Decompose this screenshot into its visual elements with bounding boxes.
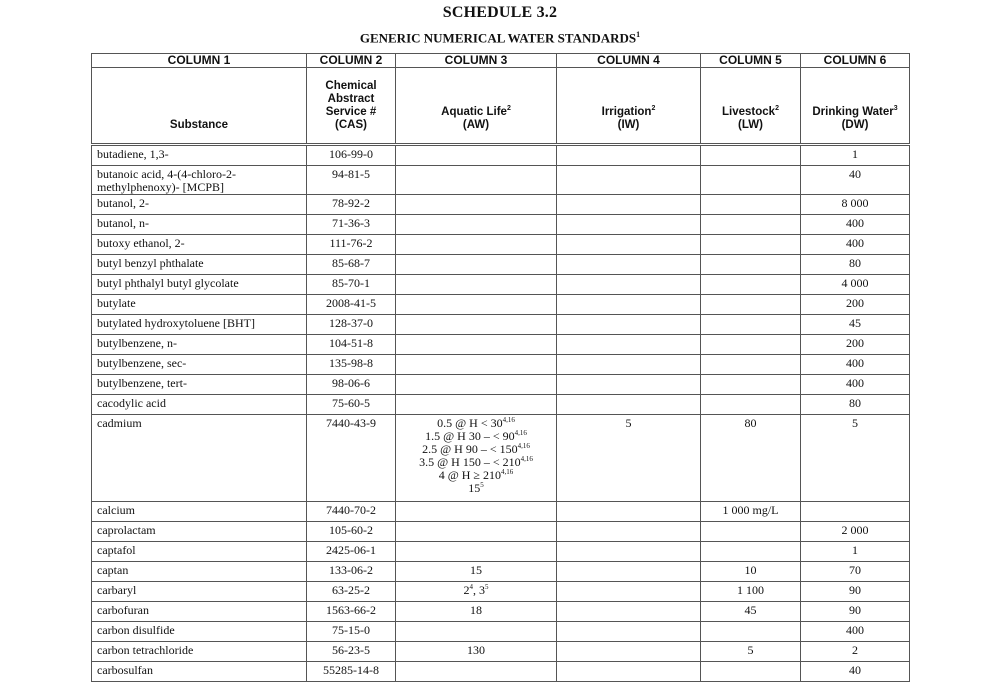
irrigation-cell [557, 195, 701, 215]
livestock-cell [701, 395, 801, 415]
aquatic-life-text: 15 [468, 481, 481, 495]
column-label-text: Livestock [722, 106, 776, 118]
cas-cell: 128-37-0 [307, 315, 396, 335]
irrigation-cell [557, 315, 701, 335]
irrigation-cell [557, 562, 701, 582]
column-number-header: COLUMN 4 [557, 54, 701, 68]
substance-cell: butanoic acid, 4-(4-chloro-2-methylphenoxy)- [MCPB] [92, 166, 307, 195]
substance-cell: butoxy ethanol, 2- [92, 235, 307, 255]
column-number-row [92, 54, 910, 68]
column-label-line [96, 119, 302, 132]
aquatic-life-cell [396, 542, 557, 562]
cas-cell: 85-70-1 [307, 275, 396, 295]
table-row [92, 275, 910, 295]
column-label-header [557, 68, 701, 145]
drinking-water-cell: 1 [801, 542, 910, 562]
livestock-cell [701, 166, 801, 195]
column-label-header [307, 68, 396, 145]
drinking-water-cell: 400 [801, 622, 910, 642]
cas-cell: 71-36-3 [307, 215, 396, 235]
cas-cell: 104-51-8 [307, 335, 396, 355]
column-label-line [561, 119, 696, 132]
aquatic-life-cell [396, 145, 557, 166]
column-label-footnote: 2 [775, 105, 779, 113]
column-label-footnote: 3 [893, 105, 898, 113]
aquatic-life-value [400, 604, 552, 617]
aquatic-life-cell [396, 166, 557, 195]
irrigation-cell [557, 602, 701, 622]
drinking-water-cell: 70 [801, 562, 910, 582]
table-row [92, 295, 910, 315]
column-label-line [561, 106, 696, 119]
irrigation-cell [557, 502, 701, 522]
cas-cell: 7440-43-9 [307, 415, 396, 502]
substance-cell: butanol, 2- [92, 195, 307, 215]
livestock-cell [701, 622, 801, 642]
livestock-cell [701, 295, 801, 315]
cas-cell: 98-06-6 [307, 375, 396, 395]
substance-cell: butylbenzene, n- [92, 335, 307, 355]
subtitle-text: GENERIC NUMERICAL WATER STANDARDS [359, 30, 637, 46]
cas-cell: 94-81-5 [307, 166, 396, 195]
cas-cell: 1563-66-2 [307, 602, 396, 622]
livestock-cell [701, 235, 801, 255]
cas-cell: 133-06-2 [307, 562, 396, 582]
substance-cell: carbon disulfide [92, 622, 307, 642]
drinking-water-cell: 400 [801, 375, 910, 395]
table-row [92, 145, 910, 166]
irrigation-cell [557, 355, 701, 375]
drinking-water-cell: 90 [801, 582, 910, 602]
column-label-text: (AW) [462, 119, 490, 131]
substance-cell: butadiene, 1,3- [92, 145, 307, 166]
document-subtitle [0, 30, 1000, 46]
irrigation-cell [557, 622, 701, 642]
column-number-header: COLUMN 2 [307, 54, 396, 68]
substance-cell: butylbenzene, tert- [92, 375, 307, 395]
aquatic-life-cell [396, 195, 557, 215]
irrigation-cell [557, 375, 701, 395]
aquatic-life-cell [396, 395, 557, 415]
column-label-text: Irrigation [601, 106, 652, 118]
livestock-cell [701, 215, 801, 235]
livestock-cell [701, 145, 801, 166]
cas-cell: 135-98-8 [307, 355, 396, 375]
table-row [92, 622, 910, 642]
aquatic-life-text: , 3 [473, 583, 485, 597]
substance-cell: cadmium [92, 415, 307, 502]
column-number-header: COLUMN 5 [701, 54, 801, 68]
livestock-cell: 10 [701, 562, 801, 582]
table-row [92, 602, 910, 622]
column-label-row [92, 68, 910, 145]
aquatic-life-footnote: 4,16 [520, 455, 533, 463]
irrigation-cell [557, 295, 701, 315]
aquatic-life-value [400, 482, 552, 495]
aquatic-life-footnote: 4,16 [517, 442, 530, 450]
column-label-line [311, 80, 391, 93]
column-label-line [311, 93, 391, 106]
drinking-water-cell: 400 [801, 235, 910, 255]
column-label-text: Service # [325, 106, 377, 118]
column-number-header: COLUMN 1 [92, 54, 307, 68]
irrigation-cell [557, 582, 701, 602]
table-row [92, 215, 910, 235]
water-standards-table [91, 53, 910, 682]
column-label-line [311, 119, 391, 132]
drinking-water-cell: 400 [801, 355, 910, 375]
cas-cell: 105-60-2 [307, 522, 396, 542]
aquatic-life-cell [396, 235, 557, 255]
aquatic-life-text: 1.5 @ H 30 – < 90 [425, 429, 515, 443]
table-row [92, 582, 910, 602]
column-label-line [311, 106, 391, 119]
aquatic-life-cell [396, 662, 557, 682]
irrigation-cell [557, 642, 701, 662]
substance-cell: carbon tetrachloride [92, 642, 307, 662]
irrigation-cell [557, 662, 701, 682]
aquatic-life-cell [396, 275, 557, 295]
aquatic-life-footnote: 5 [485, 583, 489, 591]
substance-cell: butylate [92, 295, 307, 315]
aquatic-life-text: 3.5 @ H 150 – < 210 [419, 455, 521, 469]
cas-cell: 85-68-7 [307, 255, 396, 275]
cas-cell: 106-99-0 [307, 145, 396, 166]
column-label-text: (CAS) [335, 119, 367, 131]
substance-cell: butanol, n- [92, 215, 307, 235]
livestock-cell [701, 275, 801, 295]
aquatic-life-footnote: 4,16 [502, 416, 515, 424]
column-label-footnote: 2 [651, 105, 656, 113]
table-row [92, 522, 910, 542]
drinking-water-cell: 5 [801, 415, 910, 502]
column-label-line [400, 119, 552, 132]
livestock-cell [701, 335, 801, 355]
substance-cell: butyl phthalyl butyl glycolate [92, 275, 307, 295]
aquatic-life-cell [396, 295, 557, 315]
irrigation-cell [557, 215, 701, 235]
aquatic-life-cell [396, 335, 557, 355]
drinking-water-cell: 80 [801, 395, 910, 415]
cas-cell: 55285-14-8 [307, 662, 396, 682]
aquatic-life-footnote: 4 [469, 583, 473, 591]
aquatic-life-cell [396, 375, 557, 395]
aquatic-life-text: 18 [470, 603, 482, 617]
cas-cell: 2425-06-1 [307, 542, 396, 562]
irrigation-cell [557, 522, 701, 542]
table-row [92, 502, 910, 522]
column-label-text: Chemical [325, 80, 377, 92]
table-row [92, 415, 910, 502]
table-row [92, 662, 910, 682]
livestock-cell [701, 315, 801, 335]
table-row [92, 195, 910, 215]
aquatic-life-cell [396, 502, 557, 522]
cas-cell: 75-60-5 [307, 395, 396, 415]
column-label-text: Drinking Water [812, 106, 894, 118]
aquatic-life-cell [396, 315, 557, 335]
livestock-cell [701, 255, 801, 275]
livestock-cell [701, 522, 801, 542]
table-row [92, 315, 910, 335]
table-body [92, 145, 910, 682]
table-row [92, 542, 910, 562]
irrigation-cell [557, 395, 701, 415]
aquatic-life-cell [396, 562, 557, 582]
cas-cell: 2008-41-5 [307, 295, 396, 315]
aquatic-life-cell [396, 415, 557, 502]
table-row [92, 166, 910, 195]
aquatic-life-footnote: 4,16 [501, 468, 514, 476]
drinking-water-cell: 1 [801, 145, 910, 166]
substance-cell: butylated hydroxytoluene [BHT] [92, 315, 307, 335]
table-row [92, 562, 910, 582]
irrigation-cell [557, 275, 701, 295]
livestock-cell: 45 [701, 602, 801, 622]
aquatic-life-text: 130 [467, 643, 485, 657]
cas-cell: 78-92-2 [307, 195, 396, 215]
column-label-line [705, 106, 796, 119]
column-number-header: COLUMN 6 [801, 54, 910, 68]
livestock-cell [701, 375, 801, 395]
aquatic-life-cell [396, 522, 557, 542]
livestock-cell [701, 195, 801, 215]
column-label-text: Abstract [327, 93, 375, 105]
livestock-cell [701, 542, 801, 562]
table-row [92, 255, 910, 275]
document-title: SCHEDULE 3.2 [442, 4, 558, 21]
livestock-cell [701, 355, 801, 375]
drinking-water-cell: 8 000 [801, 195, 910, 215]
subtitle-footnote: 1 [636, 30, 641, 39]
drinking-water-cell: 400 [801, 215, 910, 235]
substance-cell: carbosulfan [92, 662, 307, 682]
aquatic-life-text: 2.5 @ H 90 – < 150 [422, 442, 518, 456]
drinking-water-cell: 40 [801, 662, 910, 682]
livestock-cell: 5 [701, 642, 801, 662]
column-label-header [701, 68, 801, 145]
table-row [92, 335, 910, 355]
column-label-text: Substance [169, 119, 229, 131]
column-label-text: (DW) [841, 119, 869, 131]
column-label-line [400, 106, 552, 119]
substance-cell: butyl benzyl phthalate [92, 255, 307, 275]
aquatic-life-cell [396, 355, 557, 375]
livestock-cell: 80 [701, 415, 801, 502]
drinking-water-cell: 80 [801, 255, 910, 275]
column-label-header [396, 68, 557, 145]
aquatic-life-text: 4 @ H ≥ 210 [438, 468, 502, 482]
aquatic-life-value [400, 564, 552, 577]
table-row [92, 375, 910, 395]
column-label-line [705, 119, 796, 132]
substance-cell: calcium [92, 502, 307, 522]
cas-cell: 7440-70-2 [307, 502, 396, 522]
table-row [92, 355, 910, 375]
irrigation-cell [557, 145, 701, 166]
aquatic-life-cell [396, 642, 557, 662]
drinking-water-cell: 2 [801, 642, 910, 662]
livestock-cell: 1 100 [701, 582, 801, 602]
column-label-text: Aquatic Life [441, 106, 507, 118]
livestock-cell: 1 000 mg/L [701, 502, 801, 522]
cas-cell: 63-25-2 [307, 582, 396, 602]
column-label-line [805, 106, 905, 119]
aquatic-life-cell [396, 602, 557, 622]
livestock-cell [701, 662, 801, 682]
substance-cell: carbofuran [92, 602, 307, 622]
drinking-water-cell: 2 000 [801, 522, 910, 542]
column-label-footnote: 2 [506, 105, 511, 113]
table-row [92, 395, 910, 415]
drinking-water-cell [801, 502, 910, 522]
aquatic-life-cell [396, 215, 557, 235]
aquatic-life-cell [396, 255, 557, 275]
cas-cell: 75-15-0 [307, 622, 396, 642]
drinking-water-cell: 45 [801, 315, 910, 335]
aquatic-life-text: 2 [463, 583, 470, 597]
aquatic-life-value [400, 644, 552, 657]
substance-cell: captafol [92, 542, 307, 562]
irrigation-cell [557, 255, 701, 275]
substance-cell: butylbenzene, sec- [92, 355, 307, 375]
irrigation-cell [557, 335, 701, 355]
column-label-text: (IW) [617, 119, 640, 131]
drinking-water-cell: 200 [801, 335, 910, 355]
table-row [92, 642, 910, 662]
aquatic-life-cell [396, 582, 557, 602]
drinking-water-cell: 4 000 [801, 275, 910, 295]
column-label-text: (LW) [738, 119, 763, 131]
column-label-header [801, 68, 910, 145]
cas-cell: 56-23-5 [307, 642, 396, 662]
irrigation-cell [557, 166, 701, 195]
column-label-header [92, 68, 307, 145]
substance-cell: captan [92, 562, 307, 582]
drinking-water-cell: 90 [801, 602, 910, 622]
column-label-line [805, 119, 905, 132]
substance-cell: caprolactam [92, 522, 307, 542]
aquatic-life-footnote: 5 [480, 481, 484, 489]
substance-cell: cacodylic acid [92, 395, 307, 415]
cas-cell: 111-76-2 [307, 235, 396, 255]
drinking-water-cell: 200 [801, 295, 910, 315]
column-number-header: COLUMN 3 [396, 54, 557, 68]
irrigation-cell: 5 [557, 415, 701, 502]
aquatic-life-footnote: 4,16 [514, 429, 527, 437]
aquatic-life-text: 15 [470, 563, 482, 577]
table-row [92, 235, 910, 255]
aquatic-life-value [400, 584, 552, 597]
aquatic-life-text: 0.5 @ H < 30 [437, 416, 503, 430]
aquatic-life-cell [396, 622, 557, 642]
irrigation-cell [557, 542, 701, 562]
drinking-water-cell: 40 [801, 166, 910, 195]
substance-cell: carbaryl [92, 582, 307, 602]
irrigation-cell [557, 235, 701, 255]
